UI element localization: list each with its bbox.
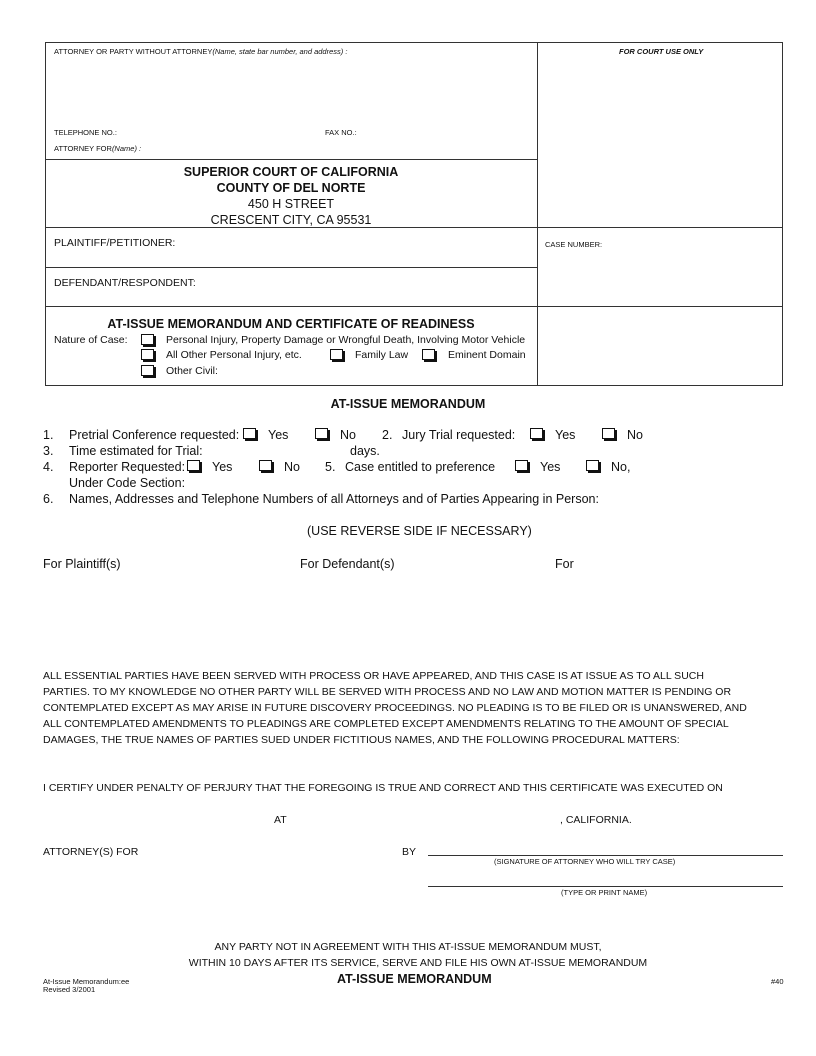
court-city: CRESCENT CITY, CA 95531 bbox=[210, 213, 372, 227]
statement-line-3: CONTEMPLATED EXCEPT AS MAY ARISE IN FUTURE DISCOVERY PROCEEDINGS. NO PLEADING IS TO BE FILED OR IS UNANSWERED, AND bbox=[43, 702, 747, 714]
checkbox-reporter-yes[interactable] bbox=[187, 460, 200, 471]
item-number-5: 5. bbox=[325, 460, 336, 474]
checkbox-other-civil[interactable] bbox=[141, 365, 154, 376]
reporter-no-label: No bbox=[284, 460, 300, 474]
notice-line-2: WITHIN 10 DAYS AFTER ITS SERVICE, SERVE AND FILE HIS OWN AT-ISSUE MEMORANDUM bbox=[188, 957, 648, 969]
for-other-label: For bbox=[555, 557, 574, 571]
checkbox-jury-no[interactable] bbox=[602, 428, 615, 439]
option-other-civil: Other Civil: bbox=[166, 365, 218, 377]
option-pi-motor: Personal Injury, Property Damage or Wrongful Death, Involving Motor Vehicle bbox=[166, 334, 526, 346]
pretrial-label: Pretrial Conference requested: bbox=[69, 428, 240, 442]
court-use-divider bbox=[537, 42, 538, 386]
for-defendant-label: For Defendant(s) bbox=[300, 557, 395, 571]
court-use-label: FOR COURT USE ONLY bbox=[619, 47, 704, 56]
signature-line[interactable] bbox=[428, 855, 783, 856]
divider-certificate bbox=[45, 306, 783, 307]
form-id: At-Issue Memorandum:ee bbox=[43, 977, 130, 986]
statement-line-2: PARTIES. TO MY KNOWLEDGE NO OTHER PARTY WILL BE SERVED WITH PROCESS AND NO LAW AND MOTION MATTER IS PENDING OR bbox=[43, 686, 732, 698]
plaintiff-label: PLAINTIFF/PETITIONER: bbox=[54, 237, 176, 249]
for-plaintiff-label: For Plaintiff(s) bbox=[43, 557, 121, 571]
notice-line-1: ANY PARTY NOT IN AGREEMENT WITH THIS AT-ISSUE MEMORANDUM MUST, bbox=[214, 941, 602, 953]
divider-attorney bbox=[45, 159, 537, 160]
checkbox-preference-yes[interactable] bbox=[515, 460, 528, 471]
jury-yes-label: Yes bbox=[555, 428, 576, 442]
attorney-for-label: ATTORNEY FOR(Name) : bbox=[54, 144, 142, 153]
print-name-line[interactable] bbox=[428, 886, 783, 887]
checkbox-eminent-domain[interactable] bbox=[422, 349, 435, 360]
fax-label: FAX NO.: bbox=[325, 128, 357, 137]
option-other-pi: All Other Personal Injury, etc. bbox=[166, 349, 302, 361]
checkbox-pretrial-no[interactable] bbox=[315, 428, 328, 439]
item-number-2: 2. bbox=[382, 428, 393, 442]
statement-line-1: ALL ESSENTIAL PARTIES HAVE BEEN SERVED WITH PROCESS OR HAVE APPEARED, AND THIS CASE IS AT ISSUE AS TO ALL SUCH bbox=[43, 670, 704, 682]
pretrial-yes-label: Yes bbox=[268, 428, 289, 442]
court-county: COUNTY OF DEL NORTE bbox=[216, 181, 366, 195]
at-label: AT bbox=[274, 814, 287, 826]
nature-label: Nature of Case: bbox=[54, 334, 128, 346]
california-label: , CALIFORNIA. bbox=[560, 814, 632, 826]
print-name-caption: (TYPE OR PRINT NAME) bbox=[561, 888, 648, 897]
item-number-3: 3. bbox=[43, 444, 54, 458]
checkbox-family-law[interactable] bbox=[330, 349, 343, 360]
names-label: Names, Addresses and Telephone Numbers of all Attorneys and of Parties Appearing in Person: bbox=[69, 492, 599, 506]
checkbox-other-pi[interactable] bbox=[141, 349, 154, 360]
pretrial-no-label: No bbox=[340, 428, 356, 442]
statement-line-4: ALL CONTEMPLATED AMENDMENTS TO PLEADINGS ARE COMPLETED EXCEPT AMENDMENTS RELATING TO THE AMOUNT OF SPECIAL bbox=[43, 718, 729, 730]
court-street: 450 H STREET bbox=[247, 197, 335, 211]
item-number-1: 1. bbox=[43, 428, 54, 442]
certificate-title: AT-ISSUE MEMORANDUM AND CERTIFICATE OF READINESS bbox=[107, 317, 475, 331]
jury-label: Jury Trial requested: bbox=[402, 428, 516, 442]
reporter-yes-label: Yes bbox=[212, 460, 233, 474]
code-section-label: Under Code Section: bbox=[69, 476, 186, 490]
item-number-4: 4. bbox=[43, 460, 54, 474]
checkbox-reporter-no[interactable] bbox=[259, 460, 272, 471]
reverse-side-note: (USE REVERSE SIDE IF NECESSARY) bbox=[307, 524, 532, 538]
by-label: BY bbox=[402, 846, 417, 858]
days-label: days. bbox=[350, 444, 380, 458]
preference-yes-label: Yes bbox=[540, 460, 561, 474]
attorneys-for-label: ATTORNEY(S) FOR bbox=[43, 846, 139, 858]
court-name: SUPERIOR COURT OF CALIFORNIA bbox=[183, 165, 399, 179]
signature-caption: (SIGNATURE OF ATTORNEY WHO WILL TRY CASE) bbox=[494, 857, 676, 866]
checkbox-preference-no[interactable] bbox=[586, 460, 599, 471]
statement-line-5: DAMAGES, THE TRUE NAMES OF PARTIES SUED UNDER FICTITIOUS NAMES, AND THE FOLLOWING PROCEDURAL MATTERS: bbox=[43, 734, 680, 746]
preference-no-label: No, bbox=[611, 460, 631, 474]
telephone-label: TELEPHONE NO.: bbox=[54, 128, 117, 137]
divider-parties bbox=[45, 267, 537, 268]
item-number-6: 6. bbox=[43, 492, 54, 506]
checkbox-pretrial-yes[interactable] bbox=[243, 428, 256, 439]
time-label: Time estimated for Trial: bbox=[69, 444, 203, 458]
memo-title: AT-ISSUE MEMORANDUM bbox=[330, 397, 486, 411]
preference-label: Case entitled to preference bbox=[345, 460, 496, 474]
certify-text: I CERTIFY UNDER PENALTY OF PERJURY THAT THE FOREGOING IS TRUE AND CORRECT AND THIS CERTIFICATE WAS EXECUTED ON bbox=[43, 782, 723, 794]
option-family-law: Family Law bbox=[355, 349, 409, 361]
defendant-label: DEFENDANT/RESPONDENT: bbox=[54, 277, 196, 289]
option-eminent-domain: Eminent Domain bbox=[448, 349, 526, 361]
jury-no-label: No bbox=[627, 428, 643, 442]
attorney-label: ATTORNEY OR PARTY WITHOUT ATTORNEY(Name, state bar number, and address) : bbox=[54, 47, 348, 56]
footer-title: AT-ISSUE MEMORANDUM bbox=[337, 972, 492, 986]
reporter-label: Reporter Requested: bbox=[69, 460, 186, 474]
case-number-label: CASE NUMBER: bbox=[545, 240, 603, 249]
checkbox-pi-motor[interactable] bbox=[141, 334, 154, 345]
checkbox-jury-yes[interactable] bbox=[530, 428, 543, 439]
revised-date: Revised 3/2001 bbox=[43, 985, 96, 994]
divider-court bbox=[45, 227, 783, 228]
form-number: #40 bbox=[771, 977, 784, 986]
